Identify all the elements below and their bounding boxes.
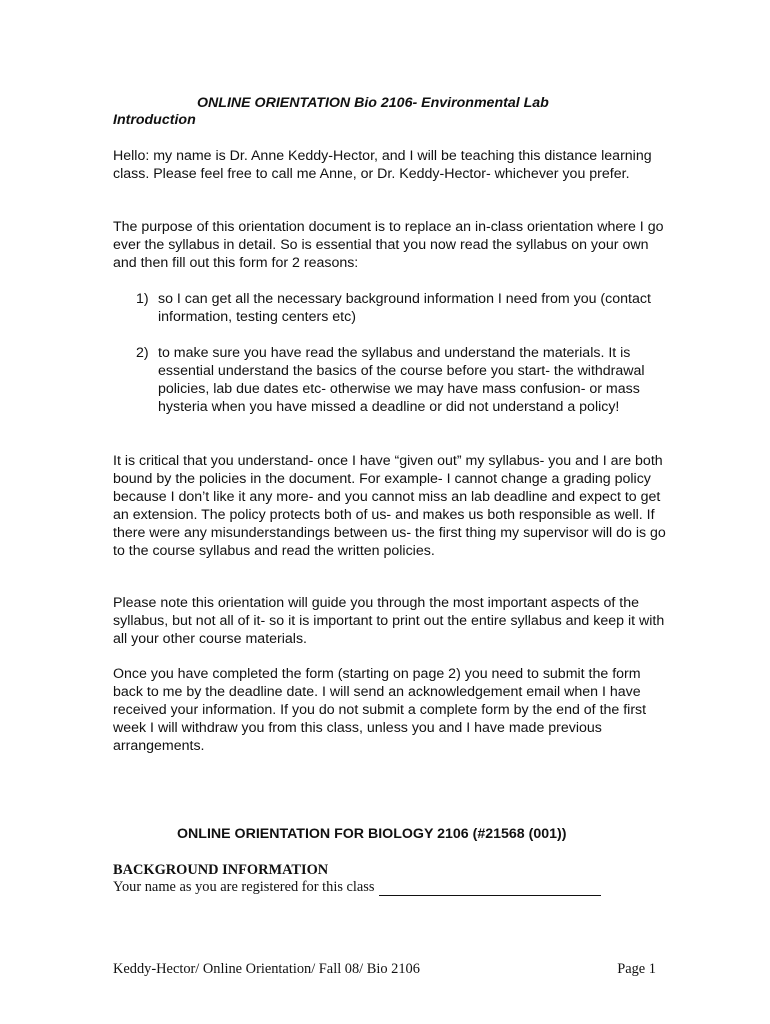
list-item — [136, 290, 656, 326]
list-text: so I can get all the necessary background information I need from you (contact information, testing centers etc) — [158, 291, 651, 325]
footer-course-info: Keddy-Hector/ Online Orientation/ Fall 08/ Bio 2106 — [113, 961, 420, 977]
list-item — [136, 344, 656, 416]
name-field-row — [113, 878, 601, 896]
list-text: to make sure you have read the syllabus and understand the materials. It is essential understand the basics of the course before you start- the withdrawal policies, lab due dates etc- otherwise we may have mass confusion- or mass hysteria when you have missed a deadline or did not understand a policy! — [158, 345, 645, 415]
form-heading: ONLINE ORIENTATION FOR BIOLOGY 2106 (#21568 (001)) — [177, 826, 567, 842]
document-title: ONLINE ORIENTATION Bio 2106- Environmental Lab — [197, 95, 549, 111]
name-field-label: Your name as you are registered for this class — [113, 879, 375, 895]
syllabus-note-paragraph: Please note this orientation will guide you through the most important aspects of the syllabus, but not all of it- so it is important to print out the entire syllabus and keep it with all your other course materials. — [113, 595, 665, 647]
policy-paragraph: It is critical that you understand- once I have “given out” my syllabus- you and I are both bound by the policies in the document. For example- I cannot change a grading policy because I don’t like it any more- and you cannot miss an lab deadline and expect to get an extension. The policy protects both of us- and makes us both responsible as well. If there were any misunderstandings between us- the first thing my supervisor will do is go to the course syllabus and read the written policies. — [113, 453, 666, 559]
submission-paragraph: Once you have completed the form (starting on page 2) you need to submit the form back to me by the deadline date. I will send an acknowledgement email when I have received your information. If you do not submit a complete form by the end of the first week I will withdraw you from this class, unless you and I have made previous arrangements. — [113, 666, 647, 754]
introduction-heading: Introduction — [113, 112, 196, 128]
name-field-blank[interactable] — [379, 881, 601, 896]
purpose-paragraph: The purpose of this orientation document is to replace an in-class orientation where I go ever the syllabus in detail. So is essential that you now read the syllabus on your own and then fill out this form for 2 reasons: — [113, 219, 664, 271]
background-information-heading: BACKGROUND INFORMATION — [113, 862, 329, 878]
greeting-paragraph: Hello: my name is Dr. Anne Keddy-Hector, and I will be teaching this distance learning class. Please feel free to call me Anne, or Dr. Keddy-Hector- whichever you prefer. — [113, 148, 652, 182]
list-number: 1) — [136, 291, 149, 307]
footer-page-number: Page 1 — [617, 961, 656, 977]
list-number: 2) — [136, 345, 149, 361]
